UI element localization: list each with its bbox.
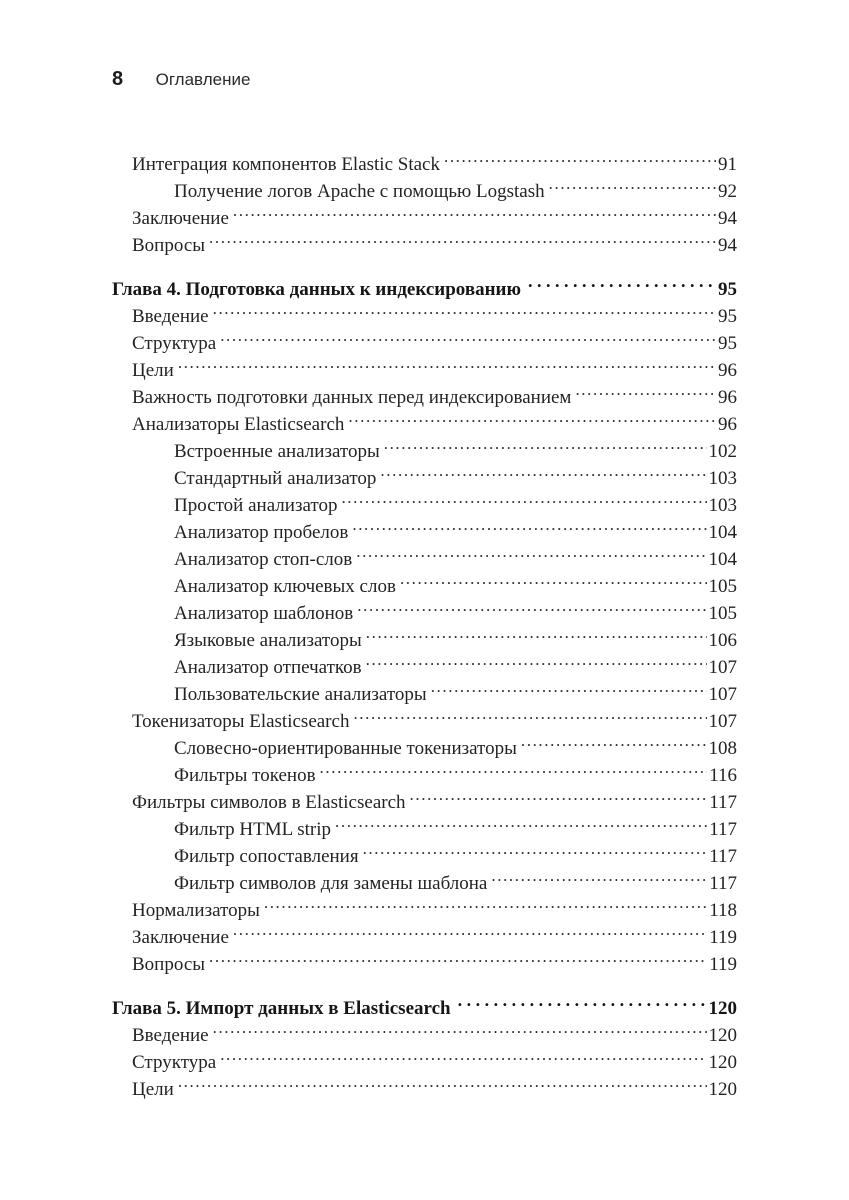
dot-leader [233,197,716,224]
toc-entry-page: 105 [708,603,737,624]
toc-entry-page: 94 [718,208,737,229]
toc-list [112,143,737,1100]
dot-leader [491,862,707,889]
dot-leader [575,376,716,403]
toc-entry-label: Токенизаторы Elasticsearch [132,711,350,732]
toc-entry-label: Введение [132,306,209,327]
toc-entry [112,1068,737,1100]
toc-entry-label: Цели [132,1079,174,1100]
toc-entry-page: 94 [718,235,737,256]
toc-entry-page: 117 [709,873,737,894]
toc-entry-page: 120 [708,998,737,1019]
toc-entry-label: Стандартный анализатор [174,468,377,489]
toc-entry-label: Анализатор шаблонов [174,603,354,624]
dot-leader [357,592,706,619]
toc-entry-page: 95 [718,279,737,300]
toc-entry-page: 117 [709,846,737,867]
dot-leader [521,727,707,754]
toc-entry-label: Структура [132,333,217,354]
toc-entry-label: Анализатор ключевых слов [174,576,396,597]
dot-leader [213,1014,707,1041]
toc-entry-page: 120 [708,1079,737,1100]
toc-entry-label: Цели [132,360,174,381]
toc-entry-label: Пользовательские анализаторы [174,684,427,705]
toc-entry-page: 118 [709,900,737,921]
toc-entry-label: Фильтр символов для замены шаблона [174,873,488,894]
dot-leader [366,619,707,646]
dot-leader [209,224,716,251]
toc-entry-page: 108 [708,738,737,759]
toc-entry-page: 95 [718,306,737,327]
toc-entry-label: Получение логов Apache с помощью Logstash [174,181,545,202]
toc-entry-page: 91 [718,154,737,175]
toc-entry-page: 117 [709,819,737,840]
toc-entry-page: 120 [708,1052,737,1073]
toc-entry [112,349,737,381]
dot-leader [363,835,708,862]
running-head-title: Оглавление [155,70,251,89]
toc-entry-page: 103 [708,495,737,516]
dot-leader [233,916,707,943]
dot-leader [348,403,716,430]
toc-entry-page: 107 [708,684,737,705]
toc-entry [112,268,737,300]
toc-entry-label: Вопросы [132,954,206,975]
toc-entry-label: Вопросы [132,235,206,256]
toc-entry-page: 92 [718,181,737,202]
dot-leader [431,673,707,700]
dot-leader [356,538,706,565]
toc-entry-label: Анализатор стоп-слов [174,549,353,570]
toc-entry-label: Простой анализатор [174,495,338,516]
dot-leader [444,143,716,170]
toc-entry-page: 96 [718,414,737,435]
dot-leader [366,646,707,673]
toc-entry-page: 107 [708,711,737,732]
toc-entry [112,376,737,408]
toc-entry-page: 106 [708,630,737,651]
toc-entry-page: 95 [718,333,737,354]
toc-entry-label: Встроенные анализаторы [174,441,380,462]
dot-leader [549,170,716,197]
dot-leader [528,268,716,295]
toc-entry-label: Фильтры токенов [174,765,316,786]
toc-entry-page: 96 [718,387,737,408]
toc-entry-label: Анализатор отпечатков [174,657,362,678]
dot-leader [335,808,707,835]
toc-entry-page: 103 [708,468,737,489]
toc-entry-label: Словесно-ориентированные токенизаторы [174,738,517,759]
dot-leader [220,1041,706,1068]
toc-entry-page: 117 [709,792,737,813]
toc-entry-label: Фильтры символов в Elasticsearch [132,792,406,813]
toc-entry-page: 105 [708,576,737,597]
toc-entry-label: Глава 5. Импорт данных в Elasticsearch [112,998,451,1019]
toc-entry-label: Введение [132,1025,209,1046]
toc-entry-label: Анализаторы Elasticsearch [132,414,345,435]
toc-entry-label: Анализатор пробелов [174,522,349,543]
toc-entry-label: Интеграция компонентов Elastic Stack [132,154,440,175]
toc-entry-label: Языковые анализаторы [174,630,362,651]
toc-entry-page: 104 [708,522,737,543]
dot-leader [220,322,716,349]
running-head [112,68,737,91]
toc-entry-page: 107 [708,657,737,678]
toc-entry-page: 119 [709,954,737,975]
toc-entry-label: Важность подготовки данных перед индексированием [132,387,572,408]
toc-entry-page: 96 [718,360,737,381]
toc-entry-label: Фильтр сопоставления [174,846,359,867]
toc-entry-page: 120 [708,1025,737,1046]
dot-leader [400,565,707,592]
dot-leader [178,349,716,376]
toc-entry [112,143,737,175]
toc-entry [112,987,737,1019]
toc-entry-label: Структура [132,1052,217,1073]
dot-leader [320,754,708,781]
dot-leader [458,987,707,1014]
dot-leader [380,457,706,484]
dot-leader [178,1068,707,1095]
dot-leader [384,430,707,457]
toc-entry-page: 104 [708,549,737,570]
toc-entry-label: Глава 4. Подготовка данных к индексированию [112,279,521,300]
toc-entry-label: Фильтр HTML strip [174,819,332,840]
page-number: 8 [112,68,124,90]
toc-entry-label: Заключение [132,927,229,948]
toc-entry-page: 119 [709,927,737,948]
dot-leader [264,889,707,916]
toc-entry-page: 116 [709,765,737,786]
dot-leader [341,484,706,511]
toc-entry-label: Заключение [132,208,229,229]
toc-entry-page: 102 [708,441,737,462]
dot-leader [213,295,716,322]
toc-entry-label: Нормализаторы [132,900,260,921]
dot-leader [410,781,708,808]
dot-leader [352,511,706,538]
dot-leader [353,700,706,727]
dot-leader [209,943,707,970]
